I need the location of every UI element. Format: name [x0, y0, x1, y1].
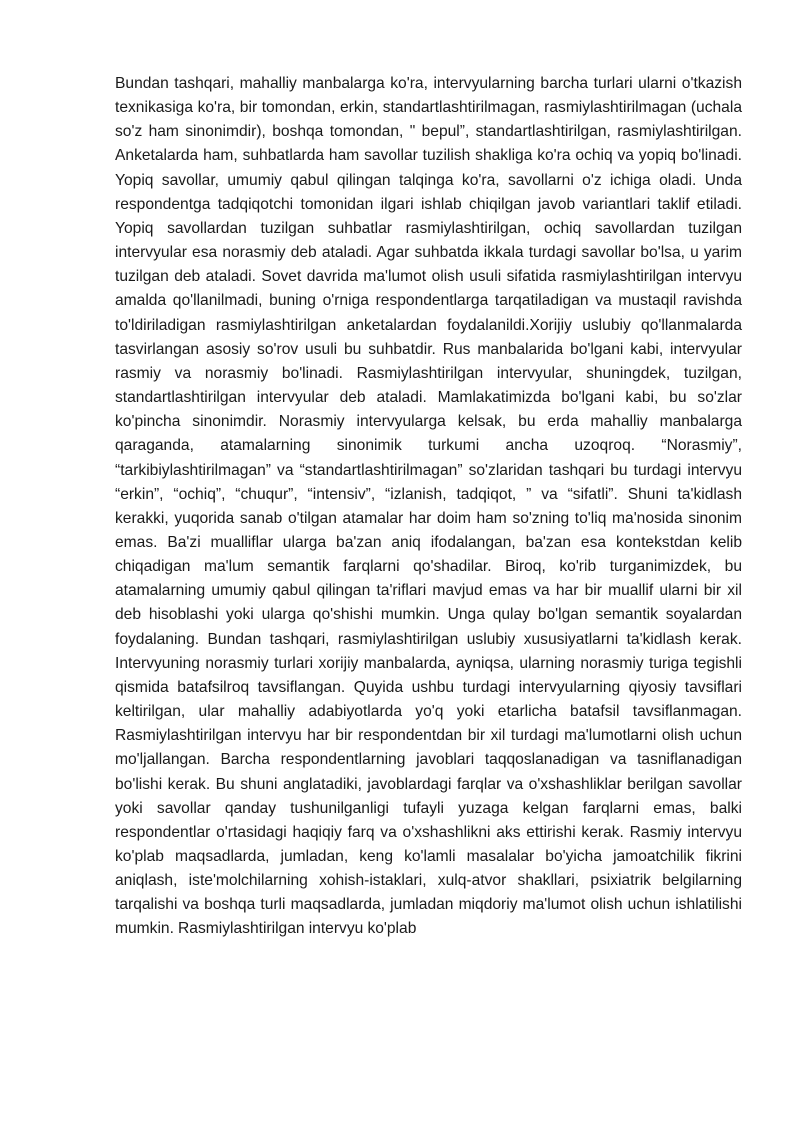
body-paragraph: Bundan tashqari, mahalliy manbalarga ko'ra, intervyularning barcha turlari ularni o'tkazish texnikasiga ko'ra, bir tomondan, erkin, standartlashtirilmagan, rasmiylashtirilmagan (uchala so'z ham sinonimdir), boshqa tomondan, " bepul”, standartlashtirilgan, rasmiylashtirilgan. Anketalarda ham, suhbatlarda ham savollar tuzilish shakliga ko'ra ochiq va yopiq bo'linadi. Yopiq savollar, umumiy qabul qilingan talqinga ko'ra, savollarni o'z ichiga oladi. Unda respondentga tadqiqotchi tomonidan ilgari ishlab chiqilgan javob variantlari taklif etiladi. Yopiq savollardan tuzilgan suhbatlar rasmiylashtirilgan, ochiq savollardan tuzilgan intervyular esa norasmiy deb ataladi. Agar suhbatda ikkala turdagi savollar bo'lsa, u yarim tuzilgan deb ataladi. Sovet davrida ma'lumot olish usuli sifatida rasmiylashtirilgan intervyu amalda qo'llanilmadi, buning o'rniga respondentlarga tarqatiladigan va mustaqil ravishda to'ldiriladigan rasmiylashtirilgan anketalardan foydalanildi.Xorijiy uslubiy qo'llanmalarda tasvirlangan asosiy so'rov usuli bu suhbatdir. Rus manbalarida bo'lgani kabi, intervyular rasmiy va norasmiy bo'linadi. Rasmiylashtirilgan intervyular, shuningdek, tuzilgan, standartlashtirilgan intervyular deb ataladi. Mamlakatimizda bo'lgani kabi, bu so'zlar ko'pincha sinonimdir. Norasmiy intervyularga kelsak, bu erda mahalliy manbalarga qaraganda, atamalarning sinonimik turkumi ancha uzoqroq. “Norasmiy”, “tarkibiylashtirilmagan” va “standartlashtirilmagan” so'zlaridan tashqari bu turdagi intervyu “erkin”, “ochiq”, “chuqur”, “intensiv”, “izlanish, tadqiqot, ” va “sifatli”. Shuni ta'kidlash kerakki, yuqorida sanab o'tilgan atamalar har doim ham so'zning to'liq ma'nosida sinonim emas. Ba'zi mualliflar ularga ba'zan aniq ifodalangan, ba'zan esa kontekstdan kelib chiqadigan ma'lum semantik farqlarni qo'shadilar. Biroq, ko'rib turganimizdek, bu atamalarning umumiy qabul qilingan ta'riflari mavjud emas va har bir muallif ularni bir xil deb hisoblashi yoki ularga qo'shishi mumkin. Unga qulay bo'lgan semantik soyalardan foydalaning. Bundan tashqari, rasmiylashtirilgan uslubiy xususiyatlarni ta'kidlash kerak. Intervyuning norasmiy turlari xorijiy manbalarda, ayniqsa, ularning norasmiy turiga tegishli qismida batafsilroq tavsiflangan. Quyida ushbu turdagi intervyularning qiyosiy tavsiflari keltirilgan, ular mahalliy adabiyotlarda yo'q yoki etarlicha batafsil tavsiflanmagan. Rasmiylashtirilgan intervyu har bir respondentdan bir xil turdagi ma'lumotlarni olish uchun mo'ljallangan. Barcha respondentlarning javoblari taqqoslanadigan va tasniflanadigan bo'lishi kerak. Bu shuni anglatadiki, javoblardagi farqlar va o'xshashliklar berilgan savollar yoki savollar qanday tushunilganligi tufayli yuzaga kelgan farqlarni emas, balki respondentlar o'rtasidagi haqiqiy farq va o'xshashlikni aks ettirishi kerak. Rasmiy intervyu ko'plab maqsadlarda, jumladan, keng ko'lamli masalalar bo'yicha jamoatchilik fikrini aniqlash, iste'molchilarning xohish-istaklari, xulq-atvor shakllari, psixiatrik belgilarning tarqalishi va boshqa turli maqsadlarda, jumladan miqdoriy ma'lumot olish uchun ishlatilishi mumkin. Rasmiylashtirilgan intervyu ko'plab	[115, 75, 742, 938]
